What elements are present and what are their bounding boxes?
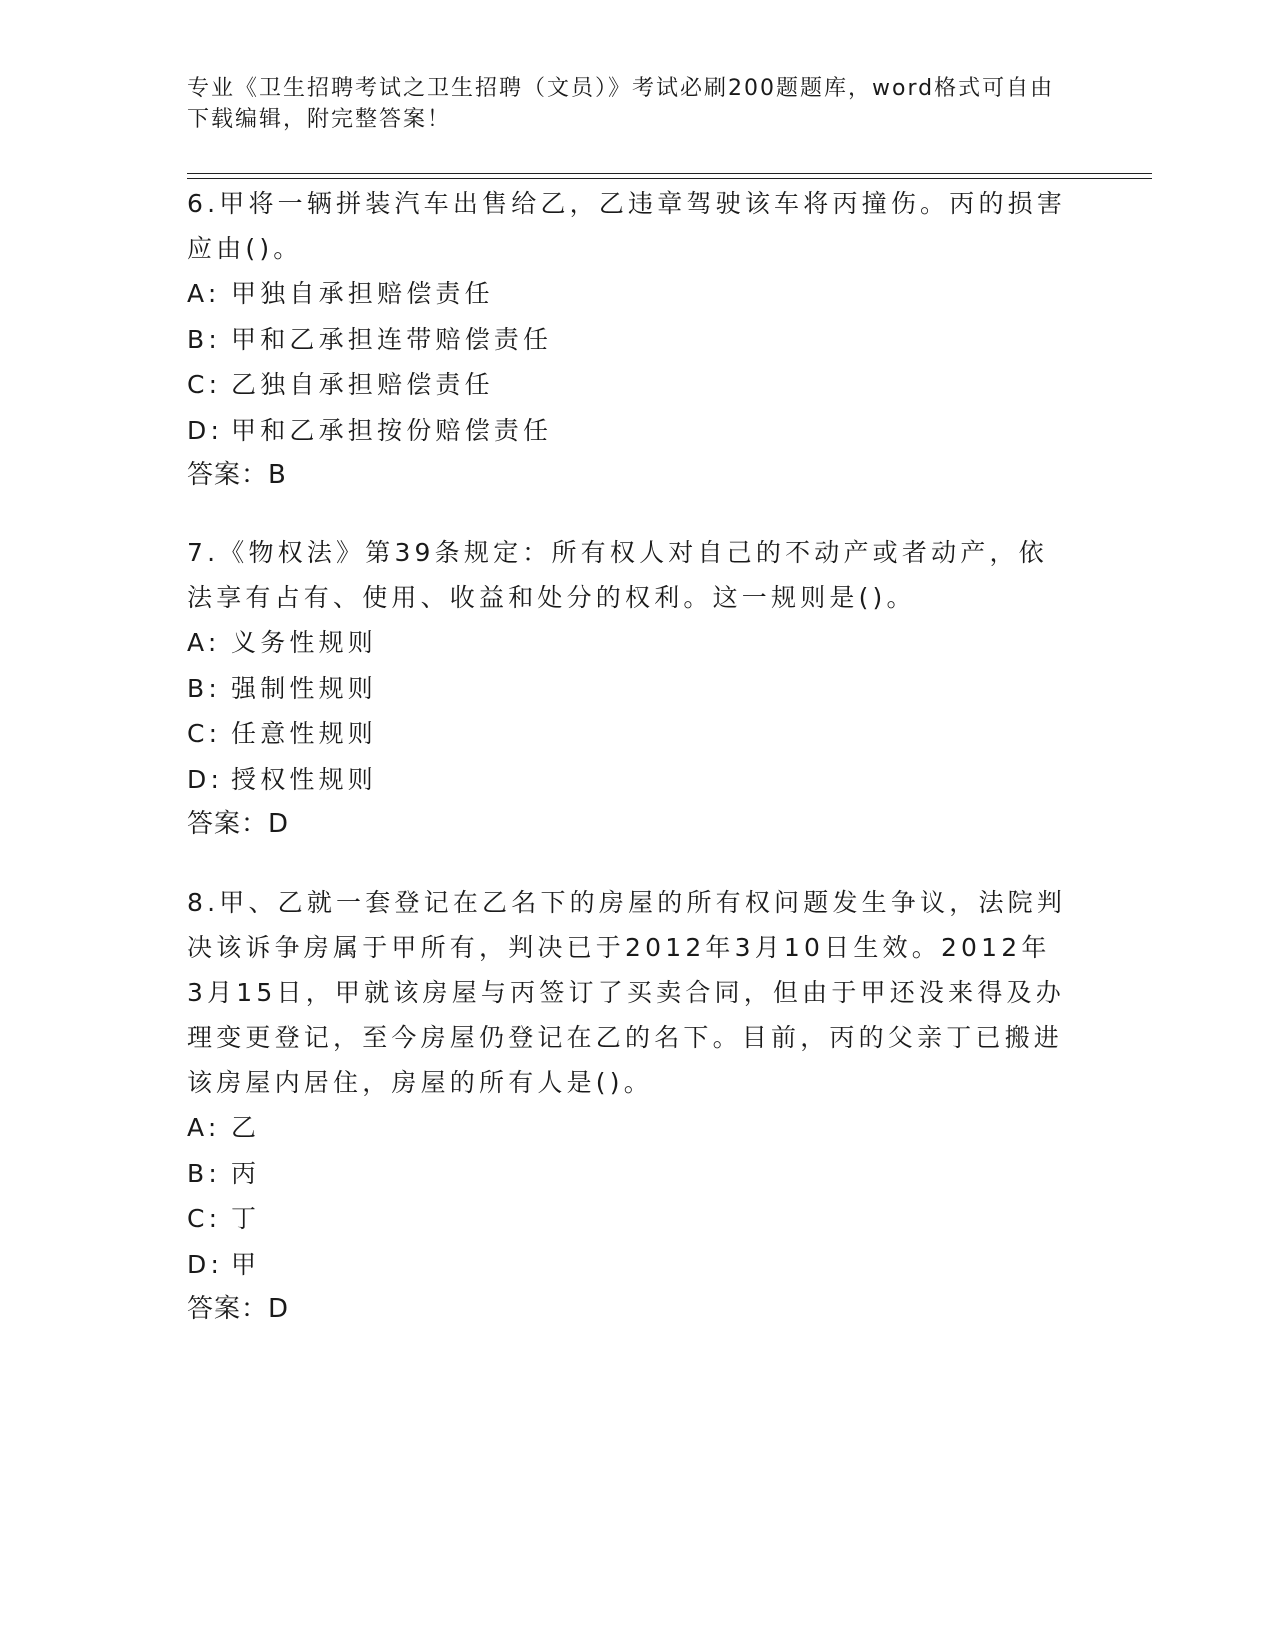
answer: 答案：D bbox=[187, 809, 290, 839]
option-d: D: 甲和乙承担按份赔偿责任 bbox=[187, 415, 553, 445]
option-b: B: 强制性规则 bbox=[187, 673, 378, 703]
question-stem: 8.甲、乙就一套登记在乙名下的房屋的所有权问题发生争议，法院判决该诉争房属于甲所有，判决已于2012年3月10日生效。2012年3月15日，甲就该房屋与丙签订了买卖合同，但由于甲还没来得及办理变更登记，至今房屋仍登记在乙的名下。目前，丙的父亲丁已搬进该房屋内居住，房屋的所有人是()。 bbox=[187, 888, 1067, 1097]
header-divider-top bbox=[187, 173, 1152, 174]
option-d: D: 甲 bbox=[187, 1249, 261, 1279]
option-d: D: 授权性规则 bbox=[187, 764, 378, 794]
option-c: C: 乙独自承担赔偿责任 bbox=[187, 370, 494, 399]
document-header bbox=[187, 73, 1067, 135]
question-stem: 6.甲将一辆拼装汽车出售给乙，乙违章驾驶该车将丙撞伤。丙的损害应由()。 bbox=[187, 189, 1067, 263]
option-b: B: 丙 bbox=[187, 1158, 261, 1188]
question-6 bbox=[187, 181, 1067, 498]
question-7 bbox=[187, 530, 1067, 847]
answer: 答案：B bbox=[187, 460, 287, 490]
option-a: A: 乙 bbox=[187, 1113, 261, 1142]
option-a: A: 甲独自承担赔偿责任 bbox=[187, 279, 494, 308]
option-c: C: 丁 bbox=[187, 1204, 261, 1233]
option-b: B: 甲和乙承担连带赔偿责任 bbox=[187, 324, 553, 354]
question-8 bbox=[187, 880, 1067, 1332]
option-a: A: 义务性规则 bbox=[187, 628, 378, 657]
answer: 答案：D bbox=[187, 1294, 290, 1324]
option-c: C: 任意性规则 bbox=[187, 719, 378, 748]
header-divider-bottom bbox=[187, 178, 1152, 179]
header-text: 专业《卫生招聘考试之卫生招聘（文员）》考试必刷200题题库，word格式可自由下载编辑，附完整答案！ bbox=[187, 76, 1055, 132]
question-stem: 7.《物权法》第39条规定：所有权人对自己的不动产或者动产，依法享有占有、使用、收益和处分的权利。这一规则是()。 bbox=[187, 538, 1048, 612]
